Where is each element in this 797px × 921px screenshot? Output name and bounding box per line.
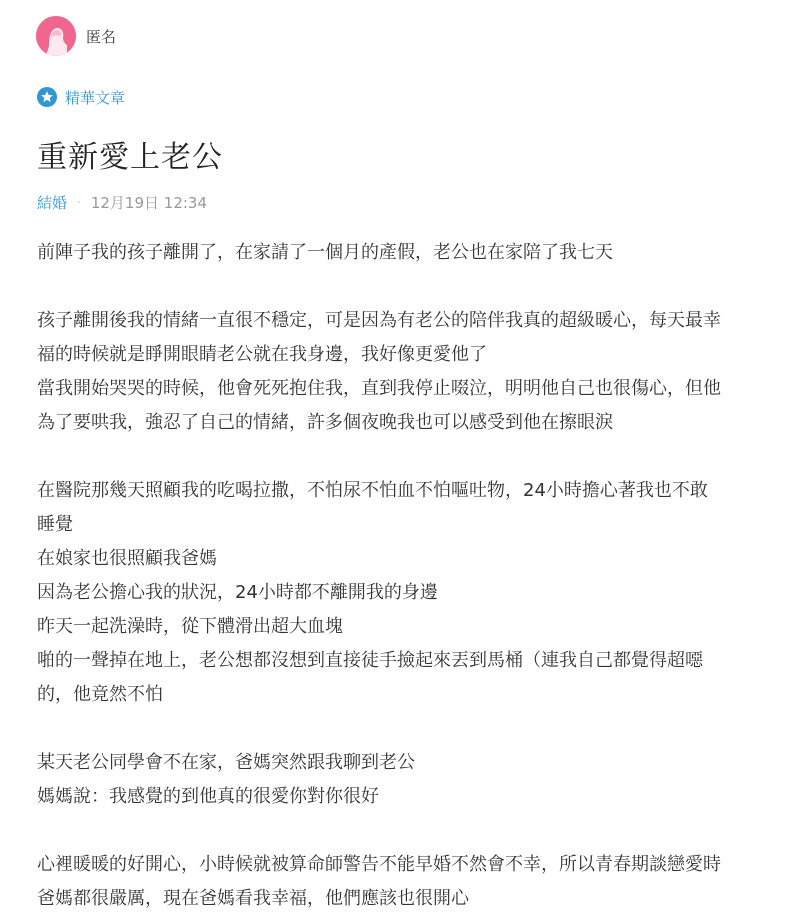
content-line: 心裡暖暖的好開心，小時候就被算命師警告不能早婚不然會不幸，所以青春期談戀愛時 xyxy=(37,854,721,875)
content-line: 爸媽都很嚴厲，現在爸媽看我幸福，他們應該也很開心 xyxy=(37,888,469,909)
content-line: 的，他竟然不怕 xyxy=(37,684,163,705)
content-line: 睡覺 xyxy=(37,514,73,535)
meta-separator: · xyxy=(77,195,81,209)
blank-line xyxy=(37,814,767,848)
content-line: 因為老公擔心我的狀況，24小時都不離開我的身邊 xyxy=(37,582,438,603)
content-line: 某天老公同學會不在家，爸媽突然跟我聊到老公 xyxy=(37,752,415,773)
blank-line xyxy=(37,440,767,474)
content-line: 當我開始哭哭的時候，他會死死抱住我，直到我停止啜泣，明明他自己也很傷心，但他 xyxy=(37,378,721,399)
content-line: 啪的一聲掉在地上，老公想都沒想到直接徒手撿起來丟到馬桶（連我自己都覺得超噁 xyxy=(37,650,703,671)
content-line: 在娘家也很照顧我爸媽 xyxy=(37,548,217,569)
post-meta xyxy=(37,191,207,213)
content-line: 前陣子我的孩子離開了，在家請了一個月的產假，老公也在家陪了我七天 xyxy=(37,242,613,263)
post-date: 12月19日 12:34 xyxy=(90,193,208,212)
blank-line xyxy=(37,712,767,746)
blank-line xyxy=(37,270,767,304)
featured-label: 精華文章 xyxy=(65,88,126,107)
content-line: 在醫院那幾天照顧我的吃喝拉撒，不怕尿不怕血不怕嘔吐物，24小時擔心著我也不敢 xyxy=(37,480,708,501)
content-line: 孩子離開後我的情緒一直很不穩定，可是因為有老公的陪伴我真的超級暖心，每天最幸 xyxy=(37,310,721,331)
content-line: 福的時候就是睜開眼睛老公就在我身邊，我好像更愛他了 xyxy=(37,344,487,365)
featured-badge[interactable] xyxy=(37,86,125,108)
content-line: 為了要哄我，強忍了自己的情緒，許多個夜晚我也可以感受到他在擦眼淚 xyxy=(37,412,613,433)
author-name[interactable]: 匿名 xyxy=(86,27,117,46)
post-content xyxy=(37,236,767,916)
forum-link[interactable]: 結婚 xyxy=(37,193,68,212)
content-line: 媽媽說：我感覺的到他真的很愛你對你很好 xyxy=(37,786,379,807)
author-row[interactable] xyxy=(36,16,116,56)
star-icon xyxy=(37,87,57,107)
content-line: 昨天一起洗澡時，從下體滑出超大血塊 xyxy=(37,616,343,637)
post-title: 重新愛上老公 xyxy=(37,140,223,175)
female-avatar-icon[interactable] xyxy=(36,16,76,56)
